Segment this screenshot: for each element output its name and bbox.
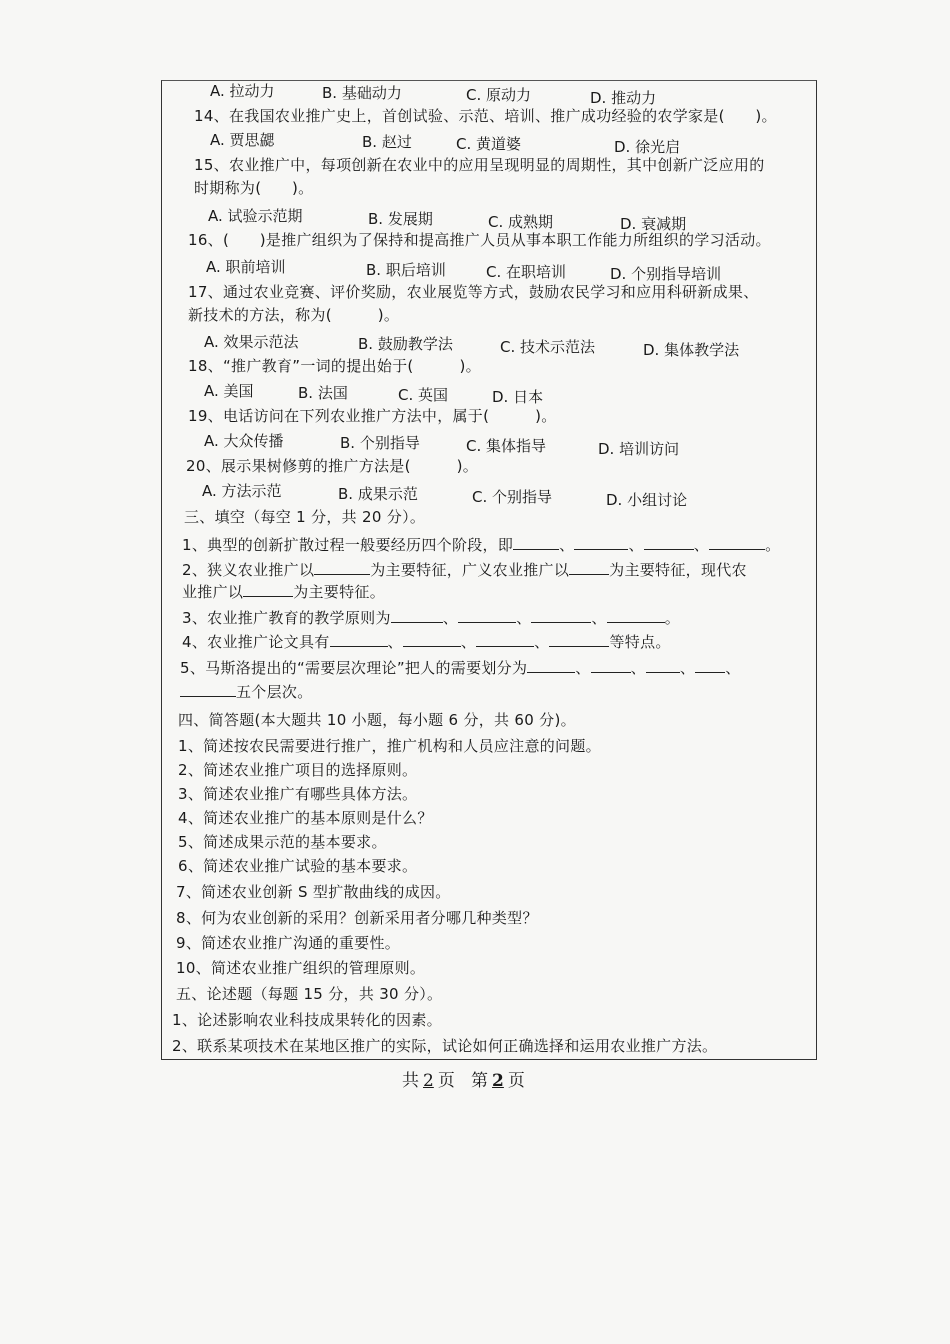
fill-blank[interactable] (314, 560, 370, 575)
fill-blank[interactable] (330, 632, 388, 647)
section3-title: 三、填空（每空 1 分，共 20 分）。 (184, 508, 426, 526)
q15-stem-line1: 15、农业推广中，每项创新在农业中的应用呈现明显的周期性，其中创新广泛应用的 (194, 156, 765, 174)
fill-q2-text-d: 业推广以 (182, 583, 244, 601)
q15-option-d: D. 衰减期 (620, 215, 687, 233)
short-answer-1: 1、简述按农民需要进行推广，推广机构和人员应注意的问题。 (178, 737, 601, 755)
fill-blank[interactable] (646, 658, 680, 673)
short-answer-9: 9、简述农业推广沟通的重要性。 (176, 934, 401, 952)
q16-stem: 16、( )是推广组织为了保持和提高推广人员从事本职工作能力所组织的学习活动。 (188, 231, 771, 249)
q15-option-a: A. 试验示范期 (208, 207, 303, 225)
fill-blank[interactable] (476, 632, 534, 647)
q20-option-d: D. 小组讨论 (606, 491, 688, 509)
q15-stem-line2: 时期称为( )。 (194, 179, 314, 197)
q17-option-a: A. 效果示范法 (204, 333, 299, 351)
q16-option-a: A. 职前培训 (206, 258, 286, 276)
q17-stem-line2: 新技术的方法，称为( )。 (188, 306, 400, 324)
q17-stem-line1: 17、通过农业竞赛、评价奖励，农业展览等方式，鼓励农民学习和应用科研新成果、 (188, 283, 759, 301)
fill-blank[interactable] (644, 535, 694, 550)
short-answer-2: 2、简述农业推广项目的选择原则。 (178, 761, 418, 779)
q17-option-d: D. 集体教学法 (643, 341, 740, 359)
fill-q1-text: 1、典型的创新扩散过程一般要经历四个阶段，即 (182, 536, 514, 554)
fill-blank[interactable] (695, 658, 725, 673)
q20-option-a: A. 方法示范 (202, 482, 282, 500)
q15-option-c: C. 成熟期 (488, 213, 554, 231)
q16-option-c: C. 在职培训 (486, 263, 567, 281)
page-footer (402, 1066, 525, 1091)
fill-q2-text-e: 为主要特征。 (293, 583, 386, 601)
fill-q2-text-c: 为主要特征，现代农 (609, 561, 747, 579)
q13-option-b: B. 基础动力 (322, 84, 402, 102)
fill-blank[interactable] (527, 658, 575, 673)
section4-title: 四、简答题(本大题共 10 小题，每小题 6 分，共 60 分)。 (178, 711, 576, 729)
fill-q4: 4、农业推广论文具有 、 、 、 等特点。 (182, 633, 671, 651)
fill-q1: 1、典型的创新扩散过程一般要经历四个阶段，即 、 、 、 。 (182, 536, 781, 554)
fill-blank[interactable] (458, 608, 516, 623)
q16-option-b: B. 职后培训 (366, 261, 446, 279)
fill-blank[interactable] (180, 682, 236, 697)
q18-option-c: C. 英国 (398, 386, 449, 404)
short-answer-7: 7、简述农业创新 S 型扩散曲线的成因。 (176, 883, 451, 901)
q19-option-b: B. 个别指导 (340, 434, 420, 452)
short-answer-3: 3、简述农业推广有哪些具体方法。 (178, 785, 418, 803)
short-answer-10: 10、简述农业推广组织的管理原则。 (176, 959, 426, 977)
q19-option-c: C. 集体指导 (466, 437, 547, 455)
fill-blank[interactable] (591, 658, 631, 673)
fill-q2-text-a: 2、狭义农业推广以 (182, 561, 315, 579)
q13-option-d: D. 推动力 (590, 89, 657, 107)
footer-current: 2 (492, 1071, 504, 1091)
q20-option-b: B. 成果示范 (338, 485, 418, 503)
fill-q5-line2 (180, 682, 313, 702)
short-answer-5: 5、简述成果示范的基本要求。 (178, 833, 387, 851)
q19-option-d: D. 培训访问 (598, 440, 680, 458)
fill-q2-line1 (182, 560, 747, 580)
fill-q3: 3、农业推广教育的教学原则为 、 、 、 。 (182, 609, 680, 627)
fill-q2-text-b: 为主要特征，广义农业推广以 (370, 561, 570, 579)
footer-current-label: 第 (471, 1071, 489, 1091)
fill-blank[interactable] (607, 608, 665, 623)
footer-total: 2 (423, 1071, 434, 1091)
short-answer-4: 4、简述农业推广的基本原则是什么？ (178, 809, 433, 827)
q14-option-c: C. 黄道婆 (456, 135, 522, 153)
fill-blank[interactable] (513, 535, 559, 550)
q14-stem: 14、在我国农业推广史上，首创试验、示范、培训、推广成功经验的农学家是( )。 (194, 107, 777, 125)
section5-title: 五、论述题（每题 15 分，共 30 分）。 (176, 985, 443, 1003)
q20-stem: 20、展示果树修剪的推广方法是( )。 (186, 457, 479, 475)
q20-option-c: C. 个别指导 (472, 488, 553, 506)
q13-option-c: C. 原动力 (466, 86, 532, 104)
q15-option-b: B. 发展期 (368, 210, 433, 228)
q14-option-a: A. 贾思勰 (210, 131, 275, 149)
essay-1: 1、论述影响农业科技成果转化的因素。 (172, 1011, 442, 1029)
fill-blank[interactable] (549, 632, 609, 647)
q14-option-d: D. 徐光启 (614, 138, 681, 156)
footer-total-label: 共 (402, 1071, 419, 1091)
q19-stem: 19、电话访问在下列农业推广方法中，属于( )。 (188, 407, 557, 425)
fill-q5-line1: 5、马斯洛提出的“需要层次理论”把人的需要划分为 、 、 、 、 (180, 659, 741, 677)
q16-option-d: D. 个别指导培训 (610, 265, 722, 283)
footer-page-unit: 页 (437, 1071, 455, 1091)
fill-blank[interactable] (243, 582, 293, 597)
fill-blank[interactable] (569, 560, 609, 575)
fill-q5-end: 五个层次。 (236, 683, 313, 701)
fill-blank[interactable] (403, 632, 461, 647)
fill-blank[interactable] (391, 608, 443, 623)
q17-option-b: B. 鼓励教学法 (358, 335, 453, 353)
q19-option-a: A. 大众传播 (204, 432, 284, 450)
fill-q4-text: 4、农业推广论文具有 (182, 633, 330, 651)
q14-option-b: B. 赵过 (362, 133, 412, 151)
fill-q2-line2 (182, 582, 385, 602)
q18-option-b: B. 法国 (298, 384, 348, 402)
q13-option-a: A. 拉动力 (210, 82, 275, 100)
q18-option-d: D. 日本 (492, 388, 544, 406)
q18-stem: 18、“推广教育”一词的提出始于( )。 (188, 357, 481, 375)
fill-blank[interactable] (574, 535, 628, 550)
fill-blank[interactable] (709, 535, 765, 550)
essay-2: 2、联系某项技术在某地区推广的实际，试论如何正确选择和运用农业推广方法。 (172, 1037, 718, 1055)
fill-q4-end: 等特点。 (609, 633, 671, 651)
short-answer-6: 6、简述农业推广试验的基本要求。 (178, 857, 418, 875)
q17-option-c: C. 技术示范法 (500, 338, 596, 356)
fill-q5-text: 5、马斯洛提出的“需要层次理论”把人的需要划分为 (180, 659, 528, 677)
short-answer-8: 8、何为农业创新的采用？创新采用者分哪几种类型？ (176, 909, 538, 927)
q18-option-a: A. 美国 (204, 382, 254, 400)
footer-current-unit: 页 (507, 1071, 525, 1091)
fill-q3-text: 3、农业推广教育的教学原则为 (182, 609, 391, 627)
fill-blank[interactable] (531, 608, 591, 623)
